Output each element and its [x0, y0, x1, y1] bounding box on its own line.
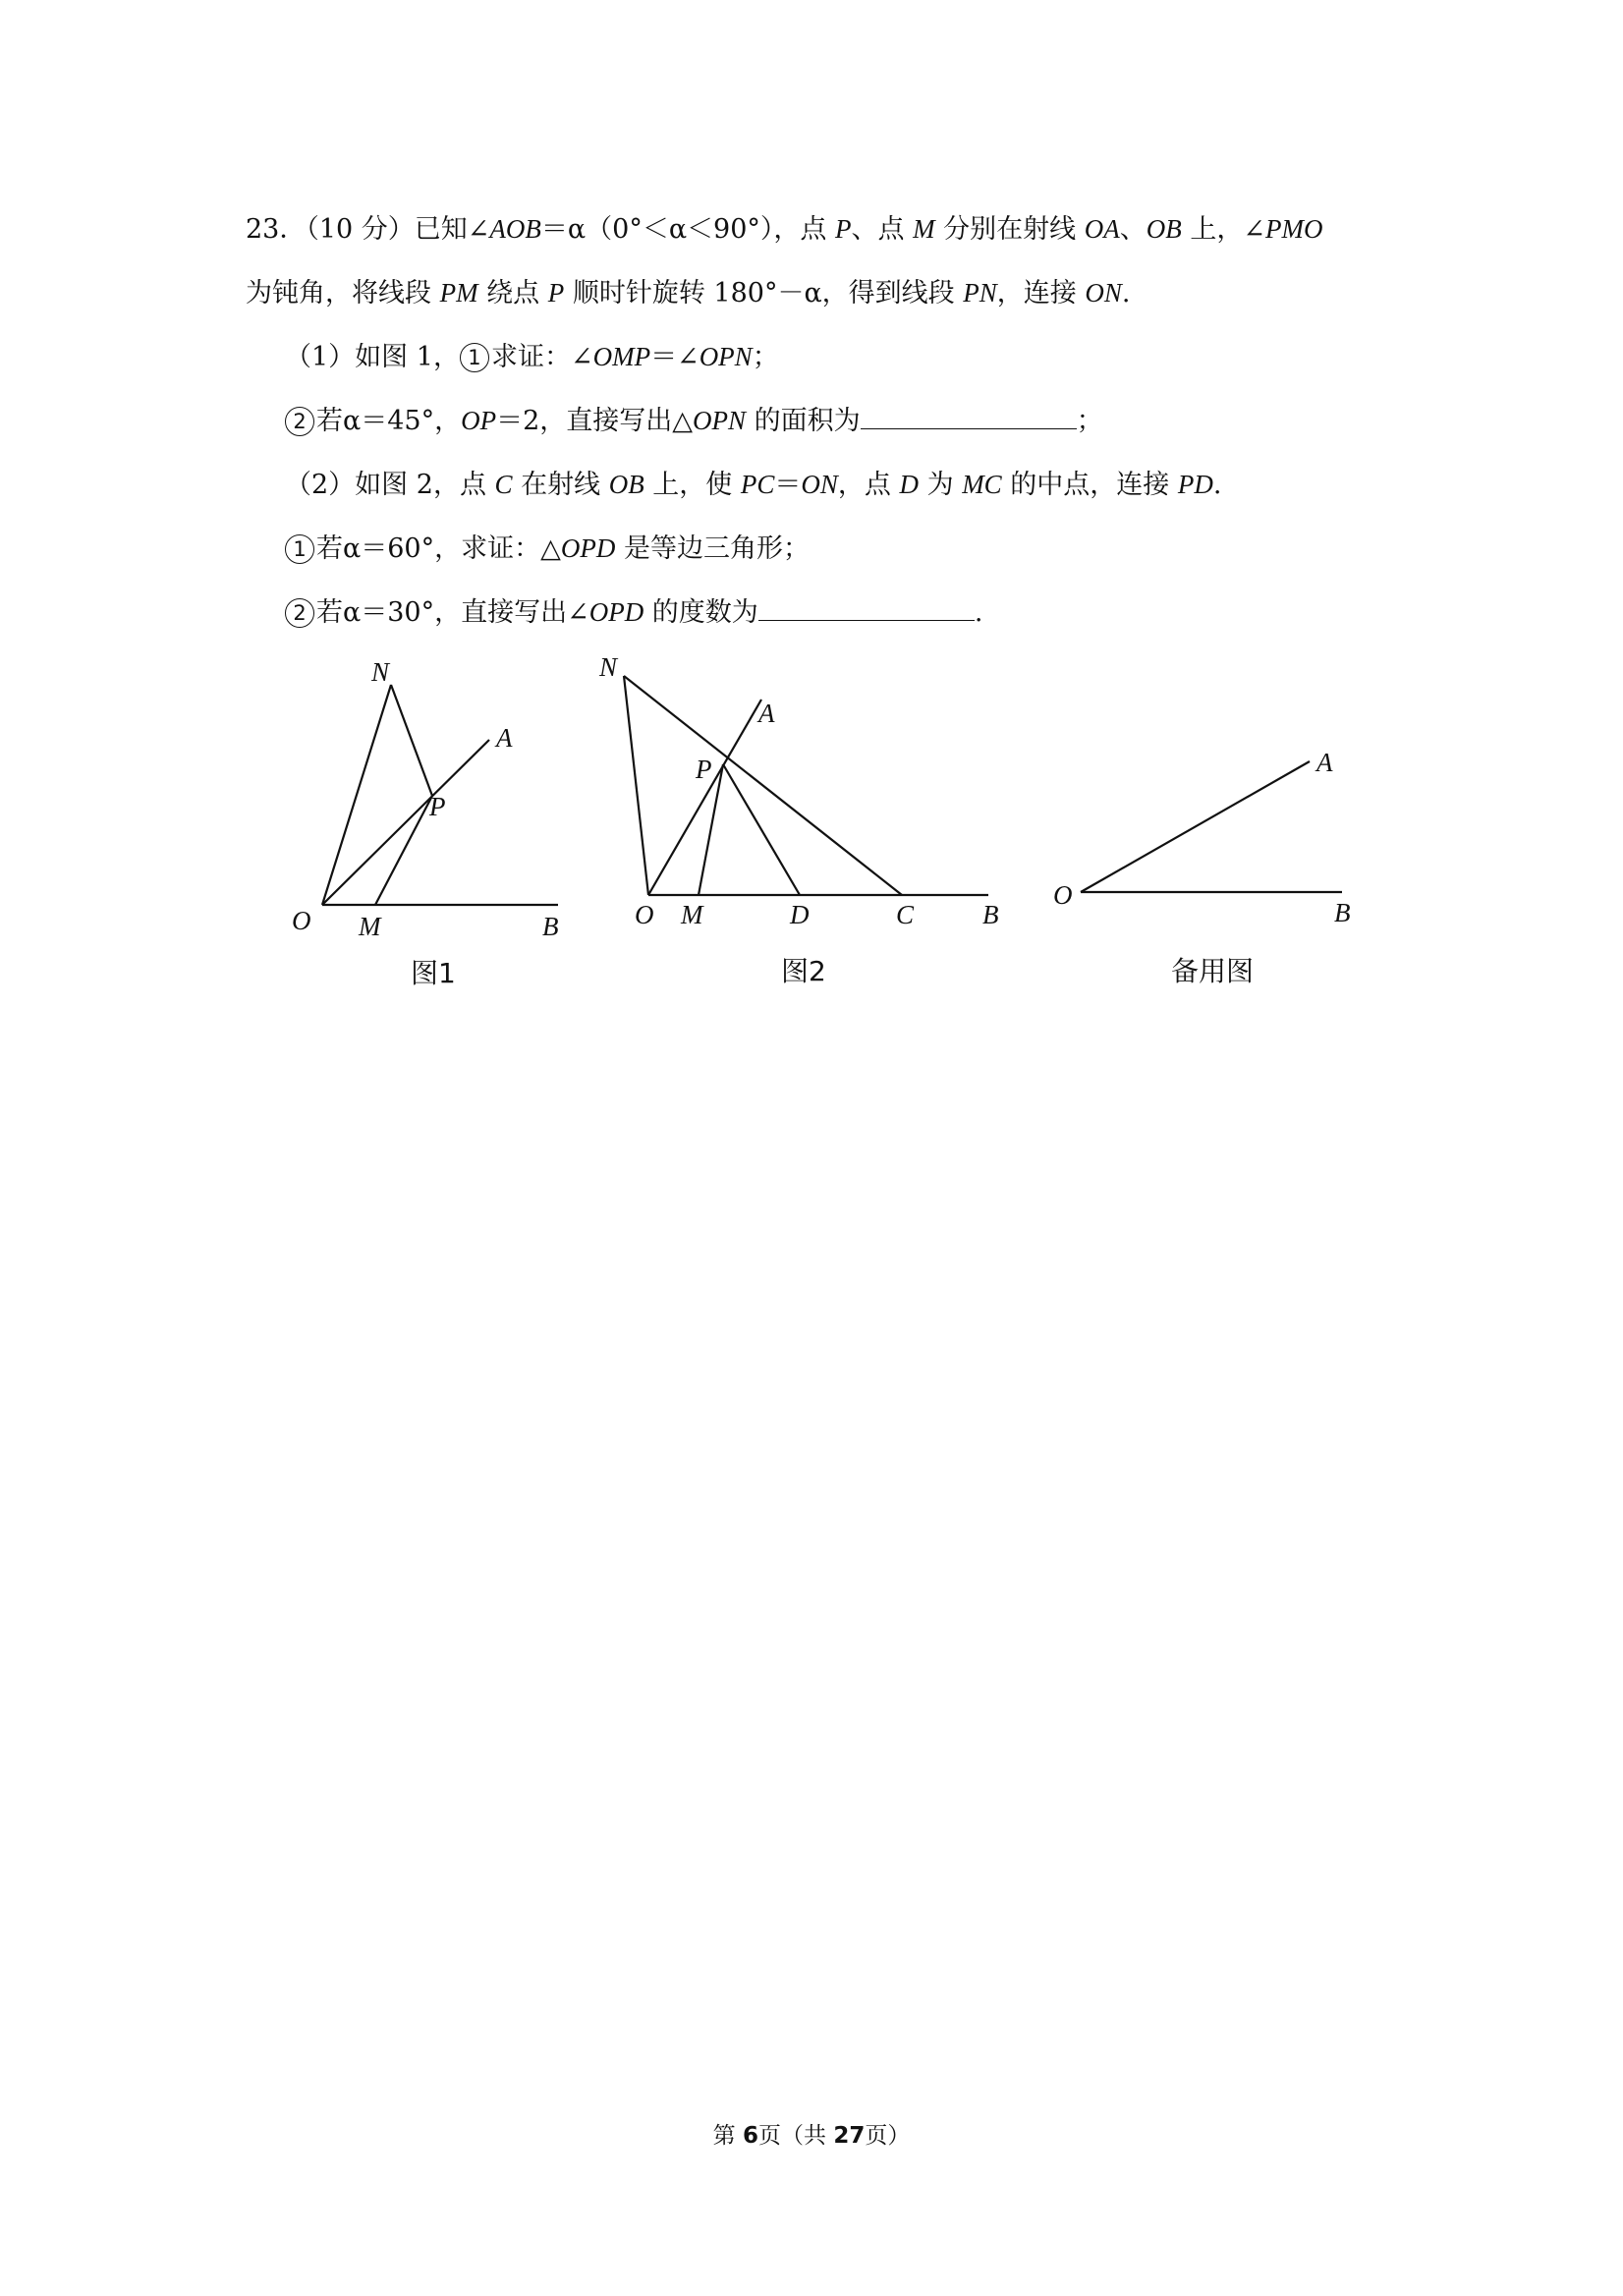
- part1-question: （1）如图 1， 1 求证：∠OMP＝∠OPN；: [285, 342, 779, 372]
- label-c: C: [896, 900, 915, 929]
- segment-pm: [375, 796, 432, 905]
- caption-figure-1: 图1: [411, 957, 456, 989]
- part2-subquestion-1: 1 若α＝60°，求证：△OPD 是等边三角形；: [285, 529, 810, 569]
- page-number: 6: [742, 2123, 758, 2149]
- caption-figure-backup: 备用图: [1171, 955, 1255, 987]
- total-pages: 27: [833, 2123, 866, 2149]
- figure-2: [598, 652, 999, 987]
- answer-blank-1[interactable]: [861, 405, 1077, 429]
- figure-1: [292, 657, 559, 989]
- page-footer: 第 6页（共 27页）: [712, 2123, 911, 2149]
- label-o: O: [292, 906, 311, 935]
- circled-number-1: 1: [460, 343, 489, 372]
- label-m: M: [359, 912, 381, 941]
- part2-question: （2）如图 2，点 C 在射线 OB 上，使 PC＝ON，点 D 为 MC 的中点，连接 PD.: [285, 470, 1222, 500]
- label-b: B: [1334, 898, 1351, 927]
- label-a: A: [496, 723, 513, 753]
- caption-figure-2: 图2: [781, 955, 826, 987]
- problem-statement-line2: 为钝角，将线段 PM 绕点 P 顺时针旋转 180°－α，得到线段 PN，连接 ON.: [246, 278, 1131, 308]
- ray-oa: [1081, 761, 1310, 892]
- segment-no: [624, 676, 648, 895]
- circled-number-2: 2: [285, 407, 314, 436]
- label-m: M: [681, 900, 703, 929]
- figures-panel: [0, 639, 1623, 1012]
- answer-blank-2[interactable]: [758, 596, 975, 621]
- label-p: P: [696, 755, 712, 784]
- label-p: P: [429, 792, 446, 821]
- part2-subquestion-2: 2 若α＝30°，直接写出∠OPD 的度数为 .: [285, 592, 982, 633]
- label-o: O: [635, 900, 654, 929]
- part1-subquestion-2: 2 若α＝45°，OP＝2，直接写出△OPN 的面积为 ；: [285, 401, 1103, 441]
- label-b: B: [542, 912, 559, 941]
- figure-backup: [1053, 748, 1351, 987]
- problem-statement-line1: 23．（10 分）已知∠AOB＝α（0°＜α＜90°），点 P、点 M 分别在射线 OA、OB 上，∠PMO: [246, 214, 1323, 245]
- circled-number-2: 2: [285, 598, 314, 628]
- segment-np: [391, 685, 432, 796]
- label-o: O: [1053, 880, 1073, 910]
- label-a: A: [758, 699, 775, 728]
- label-b: B: [982, 900, 999, 929]
- label-n: N: [599, 652, 618, 682]
- label-d: D: [790, 900, 810, 929]
- label-a: A: [1316, 748, 1333, 777]
- circled-number-1: 1: [285, 534, 314, 564]
- label-n: N: [371, 657, 390, 687]
